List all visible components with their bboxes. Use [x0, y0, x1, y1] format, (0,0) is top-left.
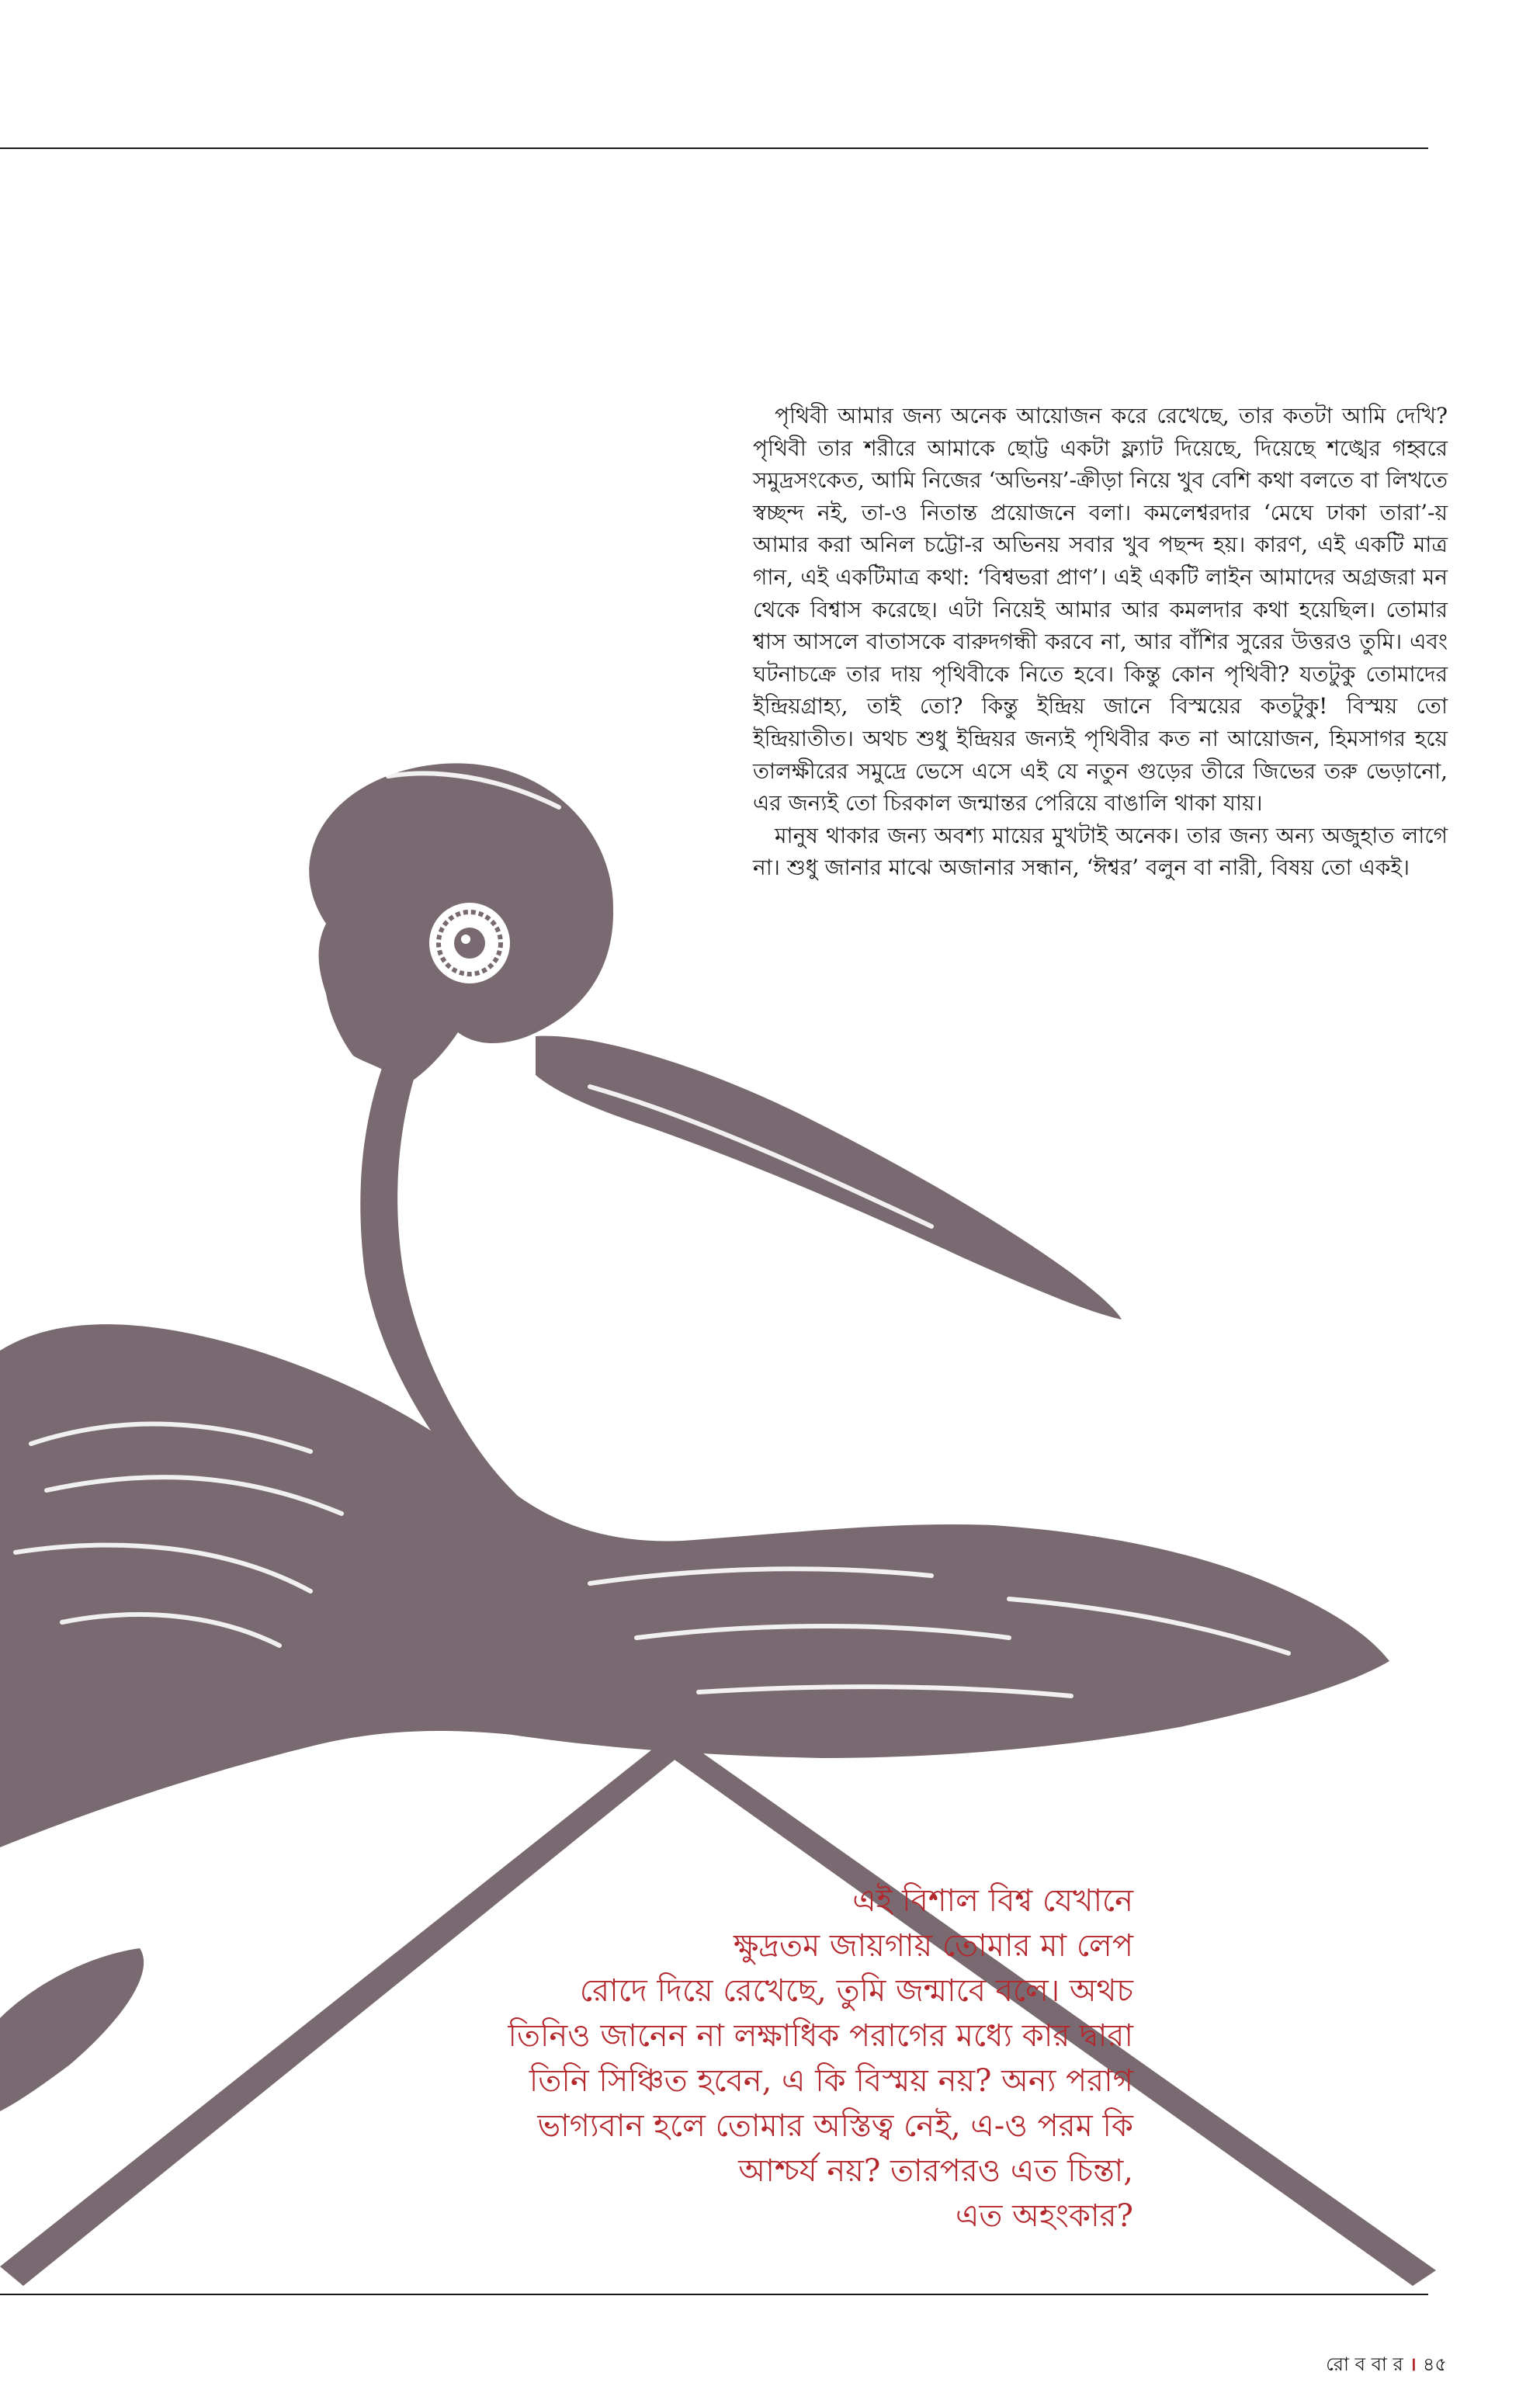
magazine-name: রো ব বা র	[1326, 2353, 1403, 2375]
pull-quote-line: ক্ষুদ্রতম জায়গায় তোমার মা লেপ	[733, 1928, 1133, 1964]
page-number: ৪৫	[1422, 2353, 1447, 2375]
pull-quote	[404, 1878, 1133, 2239]
pull-quote-line: তিনি সিঞ্চিত হবেন, এ কি বিস্ময় নয়? অন্য পরাগ	[529, 2063, 1133, 2099]
pull-quote-line: তিনিও জানেন না লক্ষাধিক পরাগের মধ্যে কার দ্বারা	[508, 2018, 1133, 2054]
footer-rule	[0, 2294, 1428, 2295]
article-body	[753, 400, 1448, 884]
pull-quote-line: এই বিশাল বিশ্ব যেখানে	[852, 1883, 1133, 1919]
article-paragraph: মানুষ থাকার জন্য অবশ্য মায়ের মুখটাই অনেক। তার জন্য অন্য অজুহাত লাগে না। শুধু জানার মাঝে অজানার সন্ধান, ‘ঈশ্বর’ বলুন বা নারী, বিষয় তো একই।	[753, 822, 1448, 881]
pull-quote-line: রোদে দিয়ে রেখেছে, তুমি জন্মাবে বলে। অথচ	[579, 1973, 1133, 2009]
article-paragraph: পৃথিবী আমার জন্য অনেক আয়োজন করে রেখেছে, তার কতটা আমি দেখি? পৃথিবী তার শরীরে আমাকে ছোট্ট একটা ফ্ল্যাট দিয়েছে, দিয়েছে শঙ্খের গহ্বরে সমুদ্রসংকেত, আমি নিজের ‘অভিনয়’-ক্রীড়া নিয়ে খুব বেশি কথা বলতে বা লিখতে স্বচ্ছন্দ নই, তা-ও নিতান্ত প্রয়োজনে বলা। কমলেশ্বরদার ‘মেঘে ঢাকা তারা’-য় আমার করা অনিল চট্টো-র অভিনয় সবার খুব পছন্দ হয়। কারণ, এই একটি মাত্র গান, এই একটিমাত্র কথা: ‘বিশ্বভরা প্রাণ’। এই একটি লাইন আমাদের অগ্রজরা মন থেকে বিশ্বাস করেছে। এটা নিয়েই আমার আর কমলদার কথা হয়েছিল। তোমার শ্বাস আসলে বাতাসকে বারুদগন্ধী করবে না, আর বাঁশির সুরের উত্তরও তুমি। এবং ঘটনাচক্রে তার দায় পৃথিবীকে নিতে হবে। কিন্তু কোন পৃথিবী? যতটুকু তোমাদের ইন্দ্রিয়গ্রাহ্য, তাই তো? কিন্তু ইন্দ্রিয় জানে বিস্ময়ের কতটুকু! বিস্ময় তো ইন্দ্রিয়াতীত। অথচ শুধু ইন্দ্রিয়র জন্যই পৃথিবীর কত না আয়োজন, হিমসাগর হয়ে তালক্ষীরের সমুদ্রে ভেসে এসে এই যে নতুন গুড়ের তীরে জিভের তরু ভেড়ানো, এর জন্যই তো চিরকাল জন্মান্তর পেরিয়ে বাঙালি থাকা যায়।	[753, 403, 1448, 817]
pull-quote-line: আশ্চর্য নয়? তারপরও এত চিন্তা,	[738, 2153, 1133, 2189]
folio-separator: ।	[1409, 2353, 1417, 2375]
pull-quote-line: এত অহংকার?	[955, 2198, 1133, 2234]
folio	[1326, 2350, 1447, 2381]
pull-quote-line: ভাগ্যবান হলে তোমার অস্তিত্ব নেই, এ-ও পরম কি	[537, 2108, 1133, 2144]
eye-ornament	[429, 903, 510, 983]
